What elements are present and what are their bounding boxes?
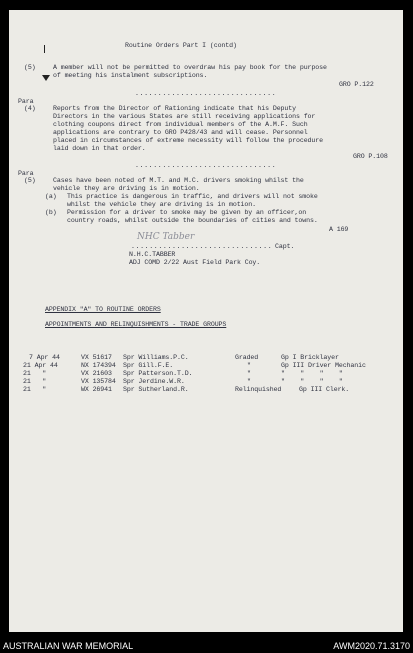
appendix-subtitle: APPOINTMENTS AND RELINQUISHMENTS - TRADE GROUPS	[45, 321, 227, 328]
text-line: of meeting his instalment subscriptions.	[53, 72, 208, 79]
text-line: Directors in the various States are still receiving applications for	[53, 113, 316, 120]
row-number: VX 51617	[81, 354, 112, 361]
sub-item-label: (b)	[45, 209, 57, 216]
text-line: clothing coupons direct from individual members of the A.M.F. Such	[53, 121, 308, 128]
pin-mark	[42, 75, 50, 81]
text-line: Permission for a driver to smoke may be given by an officer,on	[67, 209, 307, 216]
sub-item-label: (a)	[45, 193, 57, 200]
para-label: Para	[18, 170, 34, 177]
text-line: country roads, whilst outside the boundaries of cities and towns.	[67, 217, 318, 224]
row-number: VX 135784	[81, 378, 116, 385]
item-number: (4)	[24, 105, 36, 112]
text-line: vehicle they are driving is in motion.	[53, 185, 200, 192]
text-line: Reports from the Director of Rationing indicate that his Deputy	[53, 105, 296, 112]
signatory-rank: Capt.	[275, 243, 295, 250]
text-line: applications are contrary to GRO P428/43 and will cease. Personnel	[53, 129, 308, 136]
appendix-title: APPENDIX "A" TO ROUTINE ORDERS	[45, 306, 161, 313]
row-name: Spr Sutherland.R.	[123, 386, 189, 393]
pen-mark	[44, 45, 45, 53]
order-reference: A 169	[329, 226, 349, 233]
item-number: (5)	[24, 177, 36, 184]
para-label: Para	[18, 98, 34, 105]
item-number: (5)	[24, 64, 36, 71]
text-line: Cases have been noted of M.T. and M.C. drivers smoking whilst the	[53, 177, 304, 184]
row-number: NX 174394	[81, 362, 116, 369]
row-date: 21 "	[23, 386, 47, 393]
page-heading: Routine Orders Part I (contd)	[125, 42, 237, 49]
text-line: This practice is dangerous in traffic, and drivers will not smoke	[67, 193, 318, 200]
row-name: Spr Gill.F.E.	[123, 362, 174, 369]
row-name: Spr Patterson.T.D.	[123, 370, 193, 377]
row-action: "	[247, 378, 251, 385]
archive-id: AWM2020.71.3170	[333, 641, 410, 651]
row-action: "	[247, 362, 251, 369]
row-detail: Gp I Bricklayer	[281, 354, 339, 361]
row-detail: Gp III Driver Mechanic	[281, 362, 366, 369]
row-action: Graded	[235, 354, 259, 361]
document-page	[9, 10, 403, 632]
text-line: placed in circumstances of extreme necessity will follow the procedure	[53, 137, 323, 144]
row-number: WX 26941	[81, 386, 112, 393]
row-name: Spr Williams.P.C.	[123, 354, 189, 361]
order-reference: GRO P.108	[353, 153, 388, 160]
text-line: A member will not be permitted to overdraw his pay book for the purpose	[53, 64, 327, 71]
row-date: 7 Apr 44	[29, 354, 60, 361]
row-date: 21 Apr 44	[23, 362, 58, 369]
row-action: "	[247, 370, 251, 377]
separator-line: ...............................	[135, 90, 277, 97]
row-date: 21 "	[23, 378, 47, 385]
row-detail: " " " "	[281, 378, 343, 385]
row-action: Relinquished	[235, 386, 282, 393]
signature-line: ...............................	[131, 243, 273, 250]
row-number: VX 21603	[81, 370, 112, 377]
signatory-unit: ADJ COMD 2/22 Aust Field Park Coy.	[129, 259, 261, 266]
text-line: laid down in that order.	[53, 145, 146, 152]
archive-name: AUSTRALIAN WAR MEMORIAL	[3, 641, 134, 651]
row-date: 21 "	[23, 370, 47, 377]
separator-line: ...............................	[135, 162, 277, 169]
signatory-name: N.H.C.TABBER	[129, 251, 176, 258]
row-detail: " " " "	[281, 370, 343, 377]
text-line: whilst the vehicle they are driving is in motion.	[67, 201, 256, 208]
row-name: Spr Jerdine.W.R.	[123, 378, 185, 385]
handwritten-signature: NHC Tabber	[137, 232, 195, 242]
row-detail: Gp III Clerk.	[299, 386, 350, 393]
order-reference: GRO P.122	[339, 81, 374, 88]
archive-footer	[0, 640, 413, 653]
